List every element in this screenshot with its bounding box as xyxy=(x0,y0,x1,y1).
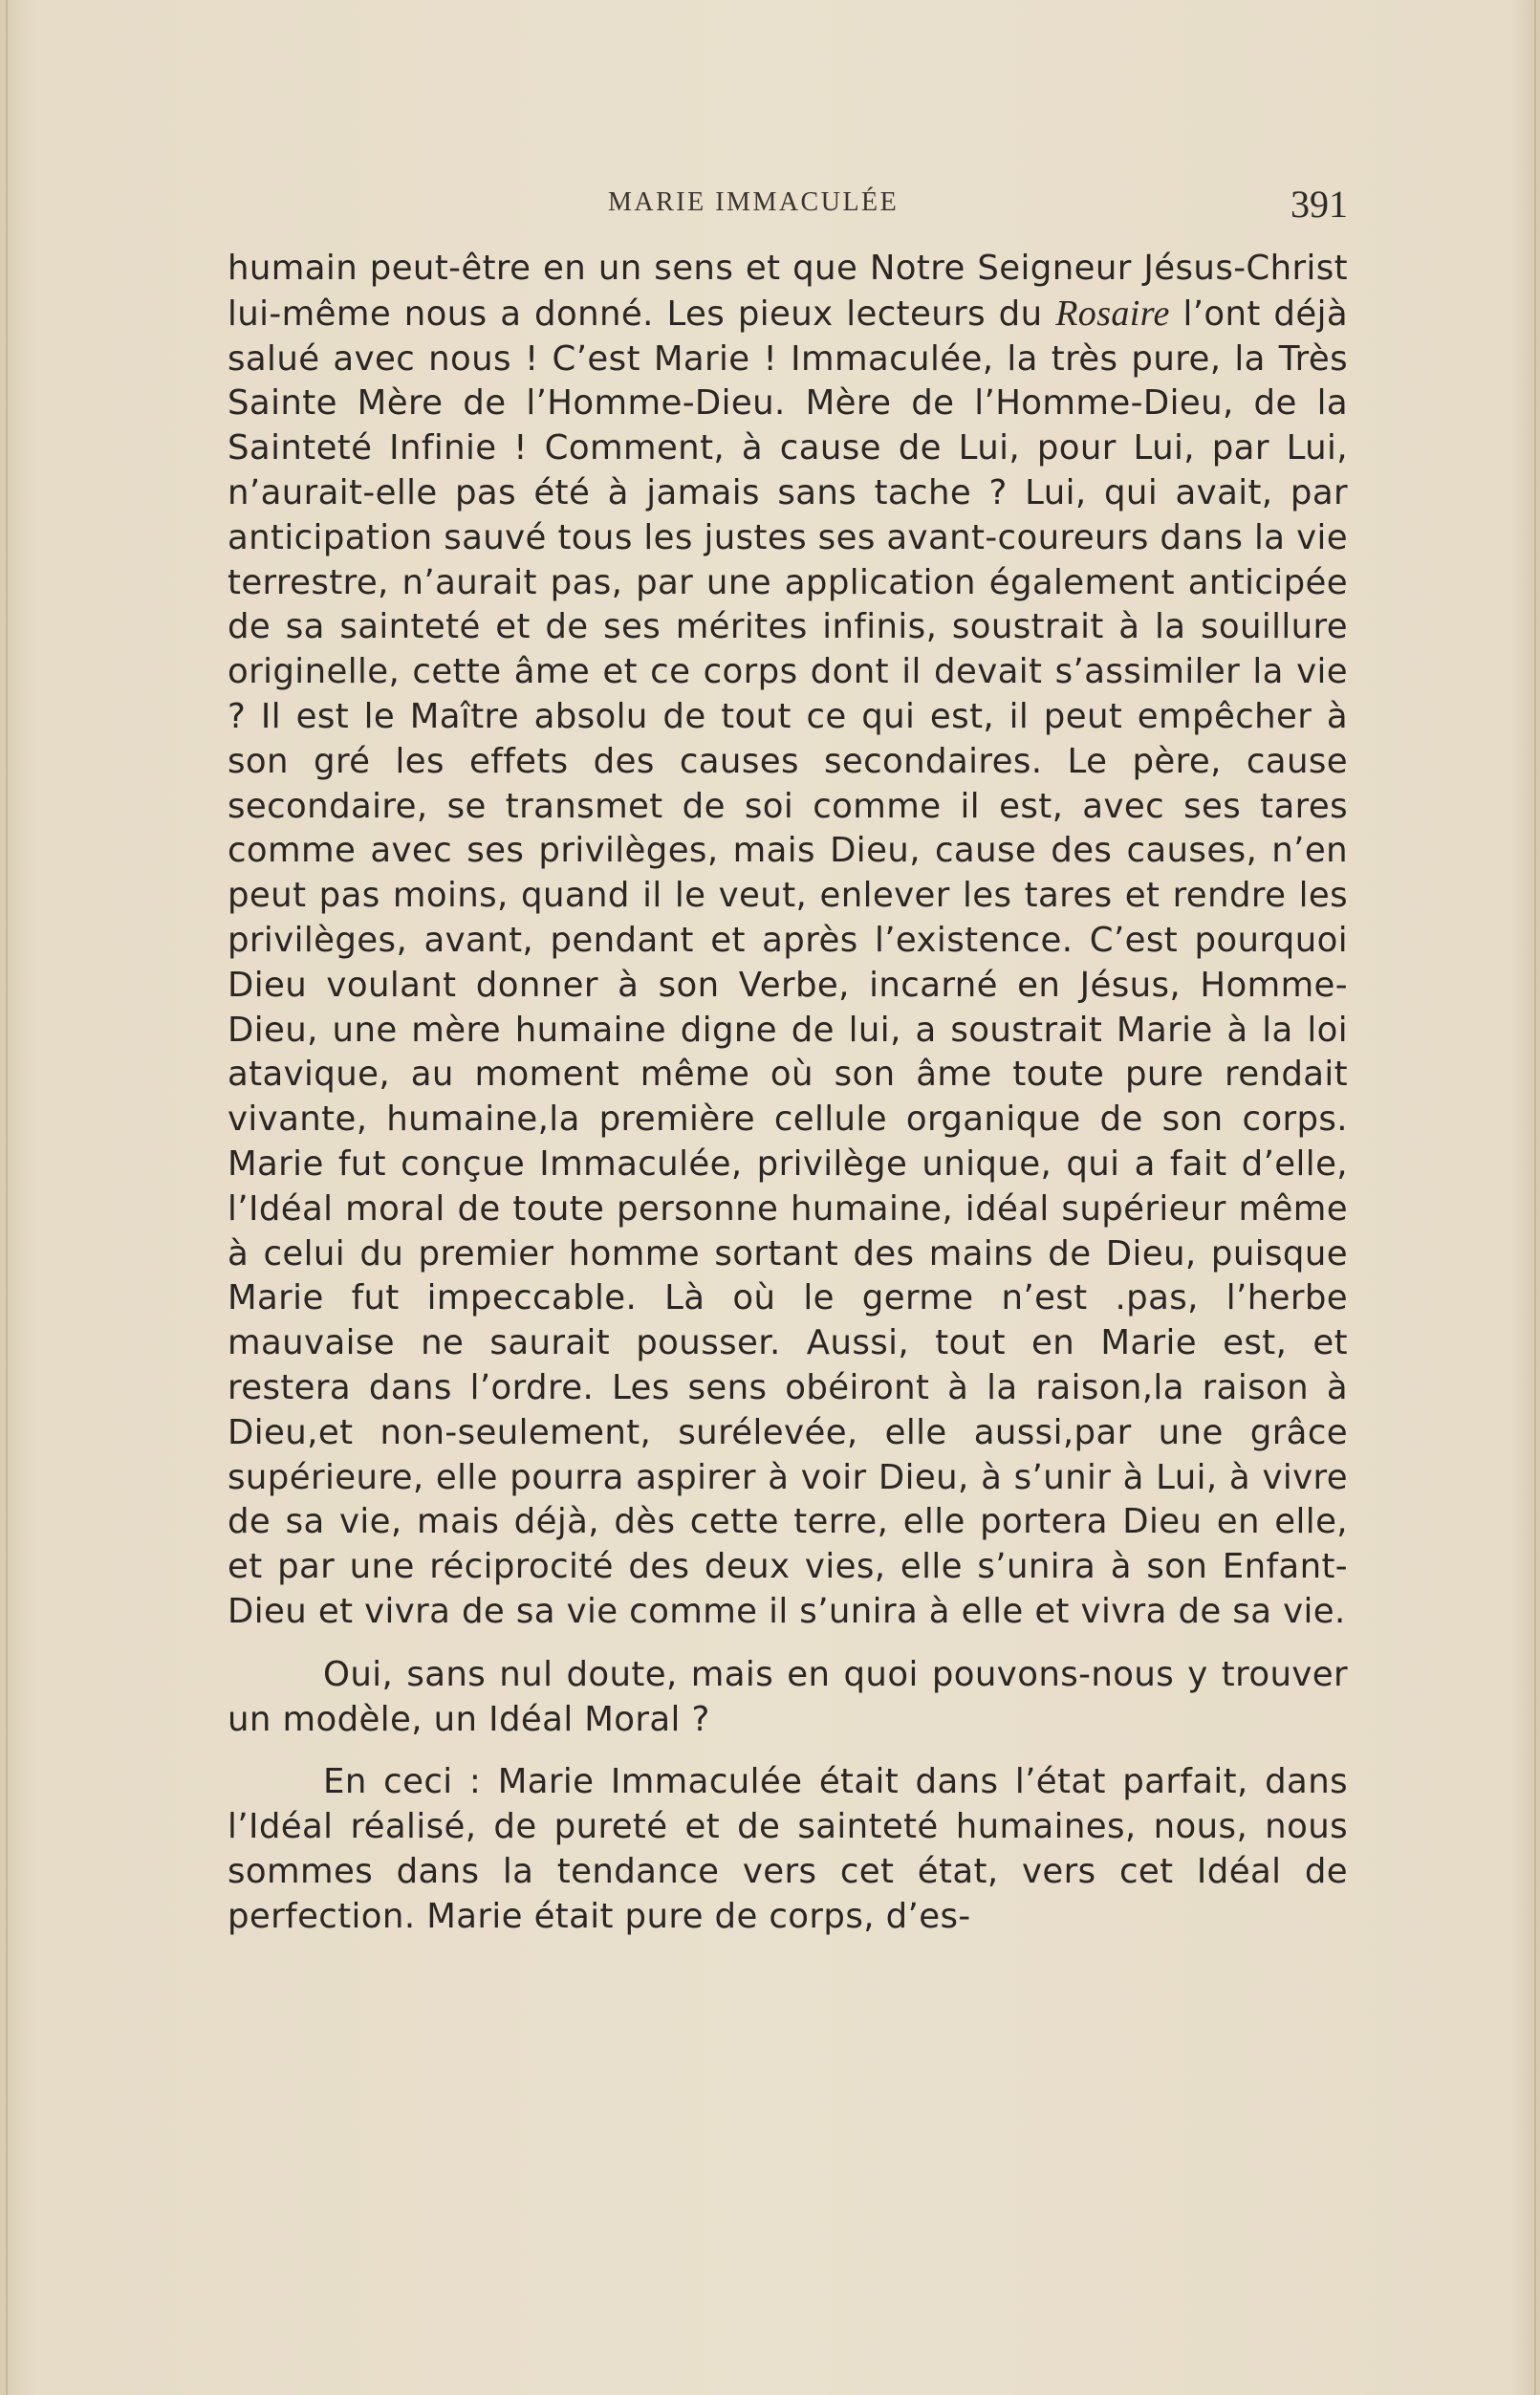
running-title: MARIE IMMACULÉE xyxy=(608,187,900,217)
paragraph-1 xyxy=(228,247,1348,1635)
paragraph-1-text-a: humain peut-être en un sens et que Notre Seigneur Jésus-Christ lui-même nous a donné. Les pieux lecteurs du xyxy=(228,249,1348,334)
paragraph-1-text-b: l’ont déjà salué avec nous ! C’est Marie ! Immaculée, la très pure, la Très Sainte Mère de l’Homme-Dieu. Mère de l’Homme-Dieu, de la Sainteté Infinie ! Comment, à cause de Lui, pour Lui, par Lui, n’aurait-elle pas été à jamais sans tache ? Lui, qui avait, par anticipation sauvé tous les justes ses avant-coureurs dans la vie terrestre, n’aurait pas, par une application également anticipée de sa sainteté et de ses mérites infinis, soustrait à la souillure originelle, cette âme et ce corps dont il devait s’assimiler la vie ? Il est le Maître absolu de tout ce qui est, il peut empêcher à son gré les effets des causes secondaires. Le père, cause secondaire, se transmet de soi comme il est, avec ses tares comme avec ses privilèges, mais Dieu, cause des causes, n’en peut pas moins, quand il le veut, enlever les tares et rendre les privilèges, avant, pendant et après l’existence. C’est pourquoi Dieu voulant donner à son Verbe, incarné en Jésus, Homme-Dieu, une mère humaine digne de lui, a soustrait Marie à la loi atavique, au moment même où son âme toute pure rendait vivante, humaine,la première cellule organique de son corps. Marie fut conçue Immaculée, privilège unique, qui a fait d’elle, l’Idéal moral de toute personne humaine, idéal supérieur même à celui du premier homme sortant des mains de Dieu, puisque Marie fut impeccable. Là où le germe n’est .pas, l’herbe mauvaise ne saurait pousser. Aussi, tout en Marie est, et restera dans l’ordre. Les sens obéiront à la raison,la raison à Dieu,et non-seulement, surélevée, elle aussi,par une grâce supérieure, elle pourra aspirer à voir Dieu, à s’unir à Lui, à vivre de sa vie, mais déjà, dès cette terre, elle portera Dieu en elle, et par une réciprocité des deux vies, elle s’unira à son Enfant-Dieu et vivra de sa vie comme il s’unira à elle et vivra de sa vie. xyxy=(228,294,1349,1631)
page-edge-left xyxy=(6,0,8,2395)
page-edge-right xyxy=(1534,0,1536,2395)
page-header xyxy=(228,183,1348,235)
paragraph-2: Oui, sans nul doute, mais en quoi pouvons-nous y trouver un modèle, un Idéal Moral ? xyxy=(228,1654,1348,1739)
page-number: 391 xyxy=(1291,183,1348,226)
paragraph-3: En ceci : Marie Immaculée était dans l’état parfait, dans l’Idéal réalisé, de pureté et de sainteté humaines, nous, nous sommes dans la tendance vers cet état, vers cet Idéal de perfection. Marie était pure de corps, d’es- xyxy=(228,1762,1348,1936)
italic-title-rosaire: Rosaire xyxy=(1055,293,1170,334)
body-text xyxy=(228,247,1348,1939)
